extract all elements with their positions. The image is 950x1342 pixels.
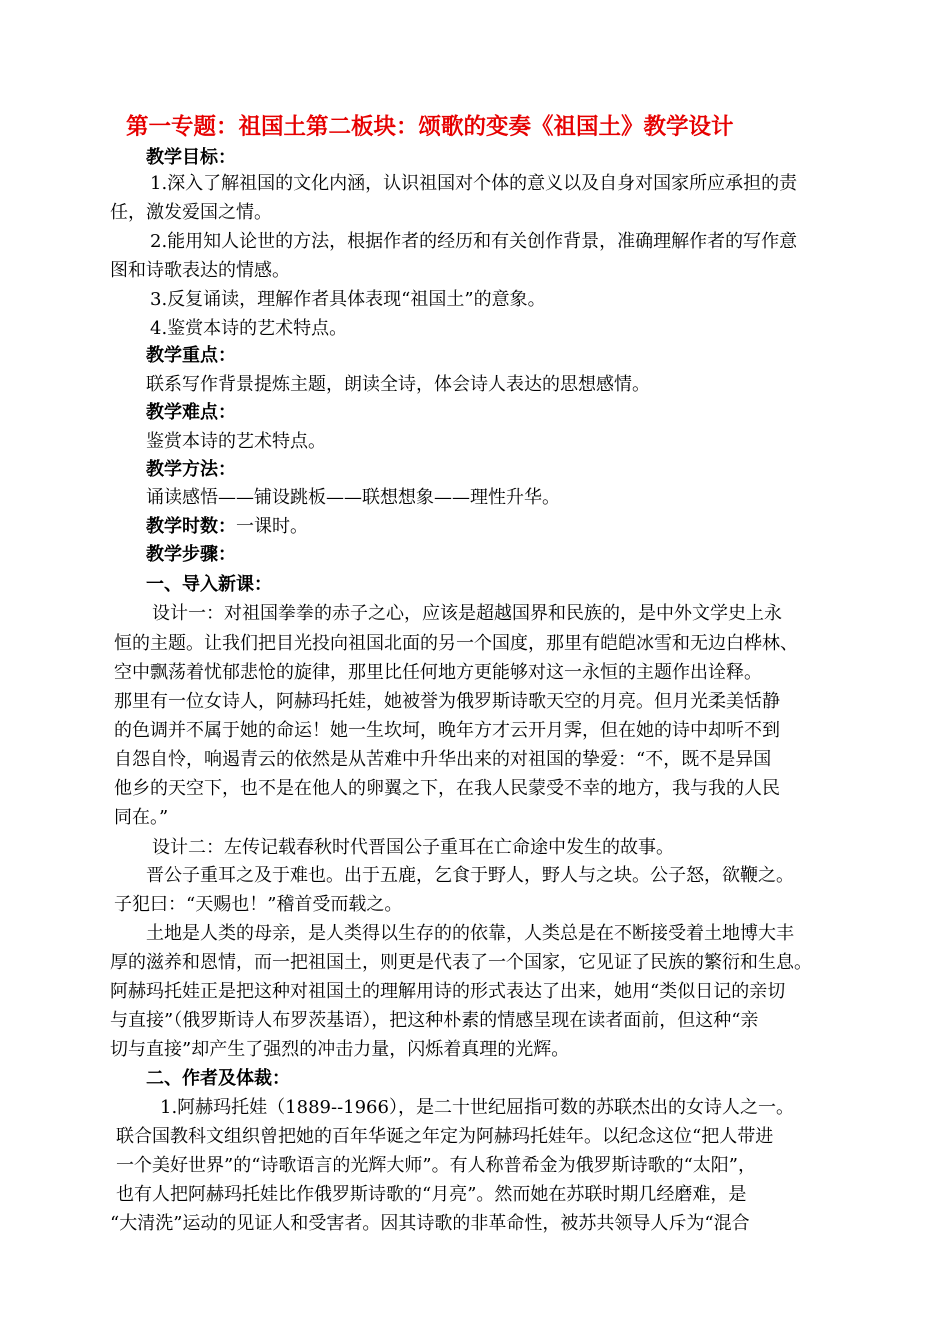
design2-line: 晋公子重耳之及于难也。出于五鹿，乞食于野人，野人与之块。公子怒，欲鞭之。 [146,865,794,886]
section1-paragraph-line: 土地是人类的母亲，是人类得以生存的的依靠，人类总是在不断接受着土地博大丰 [146,923,794,944]
design1-line: 设计一：对祖国拳拳的赤子之心，应该是超越国界和民族的，是中外文学史上永 [152,603,782,624]
steps-heading: 教学步骤： [146,544,236,565]
hours-heading: 教学时数： [146,516,236,537]
section1-paragraph-line: 与直接”（俄罗斯诗人布罗茨基语），把这种朴素的情感呈现在读者面前，但这种“亲 [110,1010,759,1031]
design1-line: 恒的主题。让我们把目光投向祖国北面的另一个国度，那里有皑皑冰雪和无边白桦林、 [114,633,798,654]
section2-heading: 二、作者及体裁： [146,1068,290,1089]
section1-paragraph-line: 阿赫玛托娃正是把这种对祖国土的理解用诗的形式表达了出来，她用“类似日记的亲切 [110,981,786,1002]
design1-line: 那里有一位女诗人，阿赫玛托娃，她被誉为俄罗斯诗歌天空的月亮。但月光柔美恬静 [114,691,780,712]
objective-line: 3.反复诵读，理解作者具体表现“祖国土”的意象。 [150,289,546,310]
section2-line: 联合国教科文组织曾把她的百年华诞之年定为阿赫玛托娃年。以纪念这位“把人带进 [116,1126,774,1147]
objective-line: 图和诗歌表达的情感。 [110,260,290,281]
methods-text: 诵读感悟——铺设跳板——联想想象——理性升华。 [146,487,560,508]
difficulties-heading: 教学难点： [146,402,236,423]
section2-line: 也有人把阿赫玛托娃比作俄罗斯诗歌的“月亮”。然而她在苏联时期几经磨难，是 [116,1184,747,1205]
hours-text: 一课时。 [236,516,308,537]
design2-line: 设计二：左传记载春秋时代晋国公子重耳在亡命途中发生的故事。 [152,837,674,858]
objective-line: 1.深入了解祖国的文化内涵，认识祖国对个体的意义以及自身对国家所应承担的责 [150,173,798,194]
key-points-heading: 教学重点： [146,345,236,366]
section2-line: “大清洗”运动的见证人和受害者。因其诗歌的非革命性，被苏共领导人斥为“混合 [110,1213,750,1234]
design1-line: 的色调并不属于她的命运！她一生坎坷，晚年方才云开月霁，但在她的诗中却听不到 [114,720,780,741]
difficulties-text: 鉴赏本诗的艺术特点。 [146,431,326,452]
objective-line: 任，激发爱国之情。 [110,202,272,223]
design1-line: 他乡的天空下，也不是在他人的卵翼之下，在我人民蒙受不幸的地方，我与我的人民 [114,778,780,799]
methods-heading: 教学方法： [146,459,236,480]
hours-row [146,515,308,539]
design1-line: 同在。” [114,807,169,828]
design2-line: 子犯曰：“天赐也！”稽首受而载之。 [114,894,403,915]
design1-line: 自怨自怜，响遏青云的依然是从苦难中升华出来的对祖国的挚爱：“不，既不是异国 [114,749,772,770]
objectives-heading: 教学目标： [146,147,236,168]
objective-line: 4.鉴赏本诗的艺术特点。 [150,318,348,339]
section1-paragraph-line: 厚的滋养和恩情，而一把祖国土，则更是代表了一个国家，它见证了民族的繁衍和生息。 [110,952,812,973]
section1-paragraph-line: 切与直接”却产生了强烈的冲击力量，闪烁着真理的光辉。 [110,1039,570,1060]
section2-line: 1.阿赫玛托娃（1889--1966），是二十世纪屈指可数的苏联杰出的女诗人之一。 [160,1097,794,1118]
key-points-text: 联系写作背景提炼主题，朗读全诗，体会诗人表达的思想感情。 [146,374,650,395]
document-title: 第一专题：祖国土第二板块：颂歌的变奏《祖国土》教学设计 [126,114,734,140]
section2-line: 一个美好世界”的“诗歌语言的光辉大师”。有人称普希金为俄罗斯诗歌的“太阳”， [116,1155,757,1176]
section1-heading: 一、导入新课： [146,574,272,595]
design1-line: 空中飘荡着忧郁悲怆的旋律，那里比任何地方更能够对这一永恒的主题作出诠释。 [114,662,762,683]
objective-line: 2.能用知人论世的方法，根据作者的经历和有关创作背景，准确理解作者的写作意 [150,231,798,252]
